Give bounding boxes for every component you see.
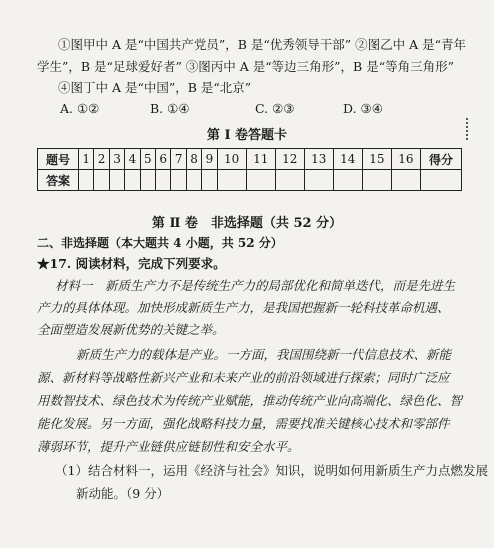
answer-card-title: 第 Ⅰ 卷答题卡 <box>206 128 288 143</box>
part2-title: 第 Ⅱ 卷 非选择题（共 52 分） <box>151 216 343 231</box>
option-b: B. ①④ <box>150 101 190 116</box>
subquestion-1-line-2: 新动能。（9 分） <box>76 486 170 501</box>
q-number: 14 <box>333 149 362 170</box>
material-line-2: 产力的具体体现。加快形成新质生产力，是我国把握新一轮科技革命机遇、 <box>37 300 450 315</box>
answer-cell[interactable] <box>171 170 186 191</box>
answer-cell[interactable] <box>140 170 155 191</box>
q-number: 11 <box>246 149 275 170</box>
q-number: 4 <box>125 149 140 170</box>
answer-cell[interactable] <box>391 170 420 191</box>
answer-card-table <box>37 148 462 191</box>
answer-cell[interactable] <box>362 170 391 191</box>
section-heading: 二、非选择题（本大题共 4 小题，共 52 分） <box>37 236 283 250</box>
material-line-4: 新质生产力的载体是产业。一方面，我国围绕新一代信息技术、新能 <box>76 347 452 362</box>
material-line-5: 源、新材料等战略性新兴产业和未来产业的前沿领域进行探索；同时广泛应 <box>37 370 450 385</box>
option-d: D. ③④ <box>343 101 383 116</box>
score-label: 得分 <box>421 149 462 170</box>
answer-cell[interactable] <box>79 170 94 191</box>
subquestion-1-line-1: （1）结合材料一，运用《经济与社会》知识，说明如何用新质生产力点燃发展 <box>55 463 488 478</box>
q-number: 7 <box>171 149 186 170</box>
answer-cell[interactable] <box>125 170 140 191</box>
q-number: 16 <box>391 149 420 170</box>
material-line-3: 全面塑造发展新优势的关键之举。 <box>37 322 225 337</box>
row-label-number: 题号 <box>38 149 79 170</box>
q-number: 10 <box>217 149 246 170</box>
answer-cell[interactable] <box>186 170 201 191</box>
q-number: 6 <box>156 149 171 170</box>
q-number: 3 <box>109 149 124 170</box>
option-a: A. ①② <box>60 101 100 116</box>
q-number: 2 <box>94 149 109 170</box>
options-row <box>60 101 383 116</box>
q-number: 13 <box>304 149 333 170</box>
answer-cell[interactable] <box>304 170 333 191</box>
q-number: 1 <box>79 149 94 170</box>
material-line-7: 能化发展。另一方面，强化战略科技力量，需要找准关键核心技术和零部件 <box>37 416 450 431</box>
option-c: C. ②③ <box>255 101 295 116</box>
q-number: 12 <box>275 149 304 170</box>
margin-mark <box>466 118 470 140</box>
statement-line-1: ①图甲中 A 是“中国共产党员”，B 是“优秀领导干部” ②图乙中 A 是“青年 <box>58 37 467 52</box>
row-label-answer: 答案 <box>38 170 79 191</box>
answer-cell[interactable] <box>202 170 217 191</box>
material-line-8: 薄弱环节，提升产业链供应链韧性和安全水平。 <box>37 439 300 454</box>
q-number: 15 <box>362 149 391 170</box>
score-cell[interactable] <box>421 170 462 191</box>
question-17-heading: ★17. 阅读材料，完成下列要求。 <box>37 256 226 271</box>
answer-cell[interactable] <box>94 170 109 191</box>
answer-cell[interactable] <box>333 170 362 191</box>
answer-cell[interactable] <box>246 170 275 191</box>
answer-cell[interactable] <box>217 170 246 191</box>
q-number: 8 <box>186 149 201 170</box>
statement-line-3: ④图丁中 A 是“中国”，B 是“北京” <box>58 80 252 95</box>
q-number: 5 <box>140 149 155 170</box>
material-line-6: 用数智技术、绿色技术为传统产业赋能，推动传统产业向高端化、绿色化、智 <box>37 393 463 408</box>
statement-line-2: 学生”，B 是“足球爱好者” ③图丙中 A 是“等边三角形”，B 是“等角三角形” <box>37 59 454 74</box>
number-row <box>38 149 462 170</box>
material-line-1: 材料一 新质生产力不是传统生产力的局部优化和简单迭代，而是先进生 <box>55 278 456 293</box>
answer-row <box>38 170 462 191</box>
answer-cell[interactable] <box>109 170 124 191</box>
answer-cell[interactable] <box>156 170 171 191</box>
answer-cell[interactable] <box>275 170 304 191</box>
q-number: 9 <box>202 149 217 170</box>
